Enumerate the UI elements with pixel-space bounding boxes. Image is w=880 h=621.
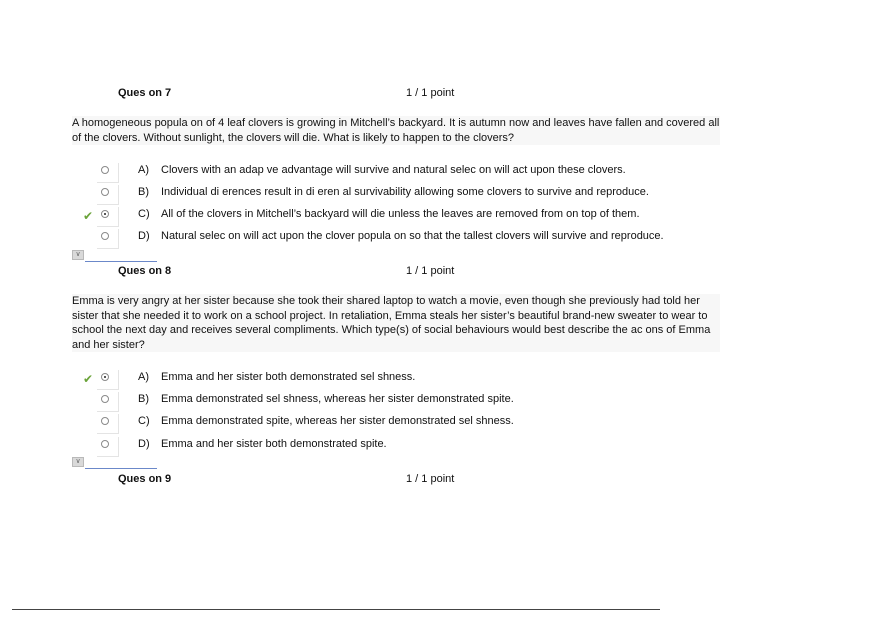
q8-option-b-letter: B) — [138, 393, 149, 405]
question-7-title: Ques on 7 — [118, 87, 172, 99]
question-7-text: A homogeneous popula on of 4 leaf clovers is growing in Mitchell’s backyard. It is autumn now and leaves have fallen and covered all of the clovers. Without sunlight, the clovers will die. What is likely to happen to the clovers? — [72, 117, 720, 144]
expand-chevron-icon[interactable]: ∨ — [72, 250, 84, 260]
q7-option-d-text: Natural selec on will act upon the clover popula on so that the tallest clovers will survive and reproduce. — [161, 230, 664, 242]
question-9-points: 1 / 1 point — [406, 473, 455, 485]
question-8-title: Ques on 8 — [118, 265, 172, 277]
page-footer-rule — [12, 609, 660, 610]
q8-option-c-letter: C) — [138, 415, 150, 427]
q7-option-c[interactable] — [0, 208, 720, 228]
q8-radio-d[interactable] — [101, 440, 109, 448]
q7-option-c-text: All of the clovers in Mitchell’s backyard will die unless the leaves are removed from on top of them. — [161, 208, 640, 220]
q8-option-a-text: Emma and her sister both demonstrated sel shness. — [161, 371, 416, 383]
check-mark-icon: ✔ — [83, 372, 94, 386]
check-mark-icon: ✔ — [83, 209, 94, 223]
q7-option-b[interactable] — [0, 186, 720, 206]
q8-option-d[interactable] — [0, 438, 720, 458]
q8-radio-b[interactable] — [101, 395, 109, 403]
question-7-points: 1 / 1 point — [406, 87, 455, 99]
question-8-points: 1 / 1 point — [406, 265, 455, 277]
expander-underline — [85, 261, 157, 262]
q8-option-c-text: Emma demonstrated spite, whereas her sister demonstrated sel shness. — [161, 415, 514, 427]
q7-radio-d[interactable] — [101, 232, 109, 240]
expand-chevron-icon[interactable]: ∨ — [72, 457, 84, 467]
q7-option-c-letter: C) — [138, 208, 150, 220]
q8-option-b-text: Emma demonstrated sel shness, whereas her sister demonstrated spite. — [161, 393, 514, 405]
question-9-title: Ques on 9 — [118, 473, 172, 485]
q7-option-a[interactable] — [0, 164, 720, 184]
expander-underline — [85, 468, 157, 469]
q7-option-b-text: Individual di erences result in di eren al survivability allowing some clovers to survive and reproduce. — [161, 186, 649, 198]
q8-option-b[interactable] — [0, 393, 720, 413]
q7-option-d[interactable] — [0, 230, 720, 250]
q8-radio-a[interactable] — [101, 373, 109, 381]
q8-radio-c[interactable] — [101, 417, 109, 425]
q7-option-b-letter: B) — [138, 186, 149, 198]
q7-option-a-letter: A) — [138, 164, 149, 176]
q8-option-d-text: Emma and her sister both demonstrated spite. — [161, 438, 387, 450]
q8-option-d-letter: D) — [138, 438, 150, 450]
q7-radio-a[interactable] — [101, 166, 109, 174]
q8-option-a[interactable] — [0, 371, 720, 391]
q7-option-d-letter: D) — [138, 230, 150, 242]
q7-radio-b[interactable] — [101, 188, 109, 196]
q8-option-c[interactable] — [0, 415, 720, 435]
q8-option-a-letter: A) — [138, 371, 149, 383]
question-8-text: Emma is very angry at her sister because she took their shared laptop to watch a movie, even though she previously had told her sister that she needed it to work on a school project. In retaliation, Emma steals her sister’s beautiful brand-new sweater to wear to school the next day and receives several compliments. Which type(s) of social behaviours would best describe the ac ons of Emma and her sister? — [72, 294, 720, 352]
q7-option-a-text: Clovers with an adap ve advantage will survive and natural selec on will act upon these clovers. — [161, 164, 626, 176]
q7-radio-c[interactable] — [101, 210, 109, 218]
